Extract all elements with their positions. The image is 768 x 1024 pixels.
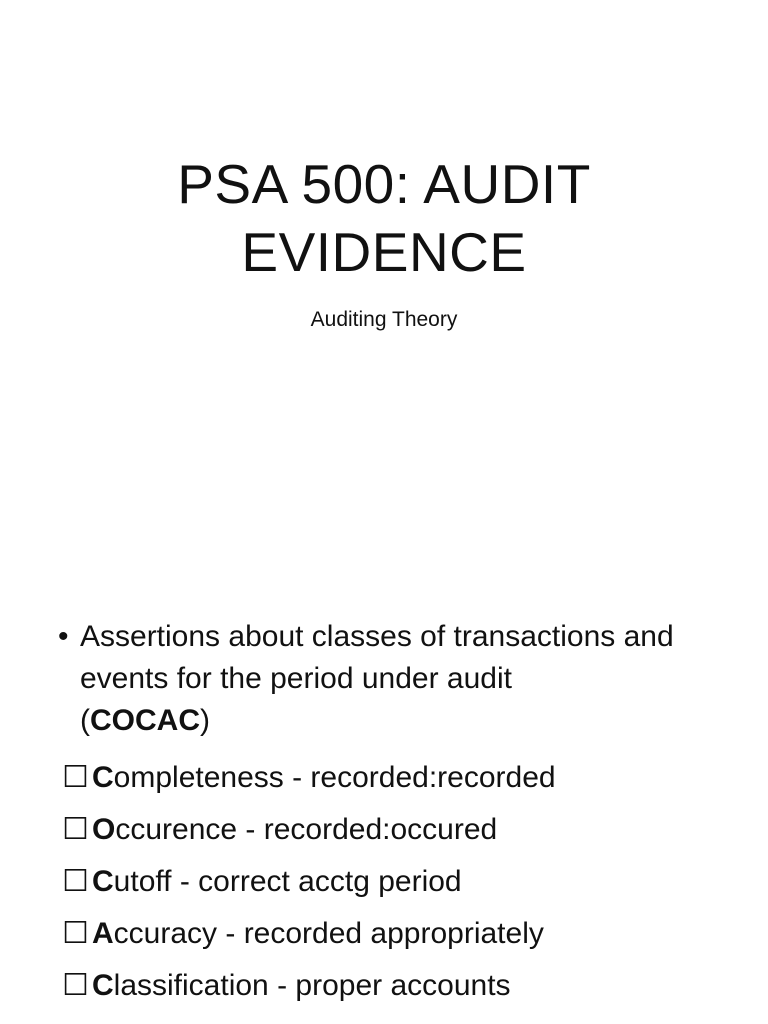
bullet-text-block: [80, 616, 748, 742]
assertion-list: [62, 752, 752, 1012]
assertion-item-classification: [62, 960, 752, 1012]
assertion-initial: A: [92, 917, 114, 950]
checkbox-icon: ☐: [62, 917, 89, 950]
content-slide: [0, 580, 768, 1024]
title-line-2: EVIDENCE: [241, 221, 527, 283]
title-line-1: PSA 500: AUDIT: [177, 153, 591, 215]
bullet-item: [58, 616, 748, 742]
assertion-text: ccuracy - recorded appropriately: [113, 917, 544, 950]
assertion-item-cutoff: [62, 856, 752, 908]
slide-subtitle: Auditing Theory: [310, 308, 458, 331]
assertion-initial: O: [92, 813, 116, 846]
assertion-text: lassification - proper accounts: [113, 969, 511, 1002]
bullet-acronym: COCAC: [90, 704, 200, 737]
bullet-paren-open: (: [80, 704, 90, 737]
bullet-paren-close: ): [200, 704, 210, 737]
bullet-dot-icon: •: [58, 620, 69, 653]
checkbox-icon: ☐: [62, 761, 89, 794]
assertion-item-accuracy: [62, 908, 752, 960]
slide-title: [0, 150, 768, 286]
assertion-text: ccurence - recorded:occured: [115, 813, 498, 846]
assertion-initial: C: [92, 969, 114, 1002]
checkbox-icon: ☐: [62, 969, 89, 1002]
assertion-item-completeness: [62, 752, 752, 804]
bullet-text: Assertions about classes of transactions and events for the period under audit: [80, 620, 674, 695]
checkbox-icon: ☐: [62, 813, 89, 846]
assertion-text: utoff - correct acctg period: [113, 865, 462, 898]
assertion-text: ompleteness - recorded:recorded: [113, 761, 556, 794]
assertion-initial: C: [92, 761, 114, 794]
assertion-initial: C: [92, 865, 114, 898]
checkbox-icon: ☐: [62, 865, 89, 898]
assertion-item-occurence: [62, 804, 752, 856]
